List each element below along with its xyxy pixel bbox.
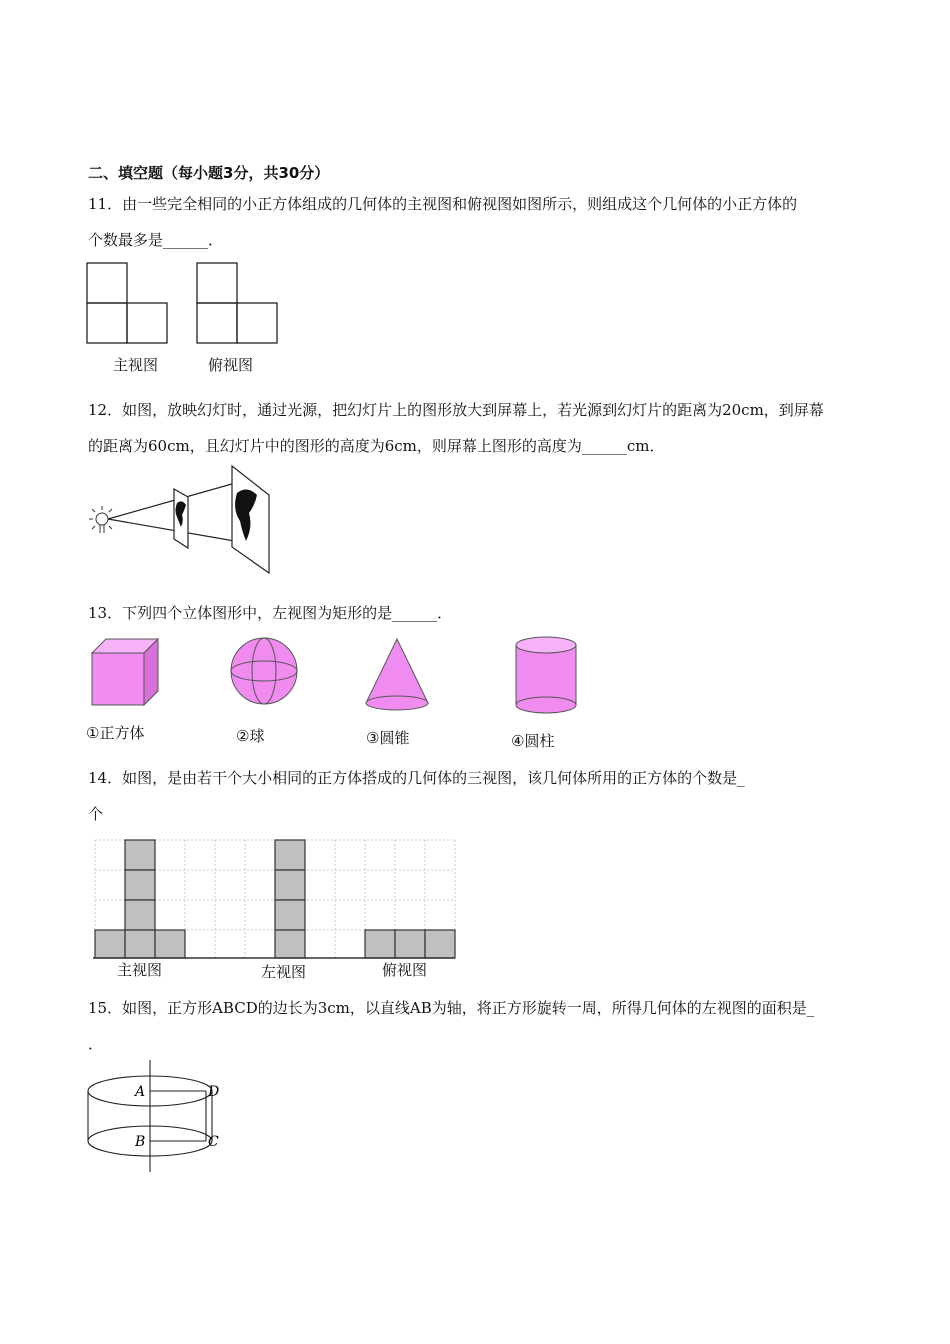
front-view-cell	[87, 263, 127, 303]
point-label-C: C	[208, 1134, 219, 1150]
cone-shape	[366, 639, 428, 710]
top-view-cell	[197, 303, 237, 343]
q11-figure	[86, 262, 286, 347]
top-view-cell	[395, 930, 425, 958]
q12-projector-figure	[86, 463, 276, 575]
cylinder-shape	[516, 637, 576, 713]
left-view-cell	[275, 930, 305, 958]
front-view-cell	[127, 303, 167, 343]
cube-shape	[92, 639, 158, 705]
point-label-A: A	[135, 1084, 146, 1100]
shape-label-cylinder: ④圆柱	[511, 732, 555, 750]
question-11-line1: 11．由一些完全相同的小正方体组成的几何体的主视图和俯视图如图所示，则组成这个几何体的小正方体的	[88, 195, 798, 213]
q11-front-view-label: 主视图	[113, 356, 159, 374]
front-view-cell	[125, 840, 155, 870]
section-heading: 二、填空题（每小题3分，共30分）	[88, 164, 330, 182]
q11-top-view-label: 俯视图	[208, 356, 254, 374]
question-15-line2: ．	[88, 1035, 104, 1053]
q13-figure	[86, 635, 596, 717]
screen	[232, 466, 269, 573]
front-view-cell	[155, 930, 185, 958]
question-14-line2: 个	[88, 805, 104, 823]
top-view-cell	[425, 930, 455, 958]
point-label-D: D	[208, 1084, 220, 1100]
q14-left-view-label: 左视图	[261, 963, 307, 981]
front-view-cell	[87, 303, 127, 343]
left-view-cell	[275, 840, 305, 870]
left-view-cell	[275, 900, 305, 930]
sphere-shape	[231, 638, 297, 704]
question-14-line1: 14．如图，是由若干个大小相同的正方体搭成的几何体的三视图，该几何体所用的正方体的个数是_	[88, 769, 745, 787]
front-view-cell	[125, 900, 155, 930]
top-view-cell	[197, 263, 237, 303]
question-12-line1: 12．如图，放映幻灯时，通过光源，把幻灯片上的图形放大到屏幕上，若光源到幻灯片的距离为20cm，到屏幕	[88, 401, 824, 419]
q14-three-views-grid	[93, 838, 457, 960]
question-15-line1: 15．如图，正方形ABCD的边长为3cm，以直线AB为轴，将正方形旋转一周，所得几何体的左视图的面积是_	[88, 999, 815, 1017]
question-13-line1: 13．下列四个立体图形中，左视图为矩形的是______．	[88, 604, 453, 622]
point-label-B: B	[135, 1134, 146, 1150]
question-12-line2: 的距离为60cm，且幻灯片中的图形的高度为6cm，则屏幕上图形的高度为______cm．	[88, 437, 665, 455]
top-view-cell	[365, 930, 395, 958]
q14-top-view-label: 俯视图	[382, 961, 428, 979]
front-view-cell	[125, 870, 155, 900]
shape-label-cone: ③圆锥	[366, 729, 410, 747]
front-view-cell	[125, 930, 155, 958]
shape-label-cube: ①正方体	[86, 724, 145, 742]
q14-front-view-label: 主视图	[117, 961, 163, 979]
left-view-cell	[275, 870, 305, 900]
question-11-line2: 个数最多是______．	[88, 231, 224, 249]
front-view-cell	[95, 930, 125, 958]
top-view-cell	[237, 303, 277, 343]
q15-cylinder-figure	[82, 1060, 232, 1175]
shape-label-sphere: ②球	[236, 727, 265, 745]
